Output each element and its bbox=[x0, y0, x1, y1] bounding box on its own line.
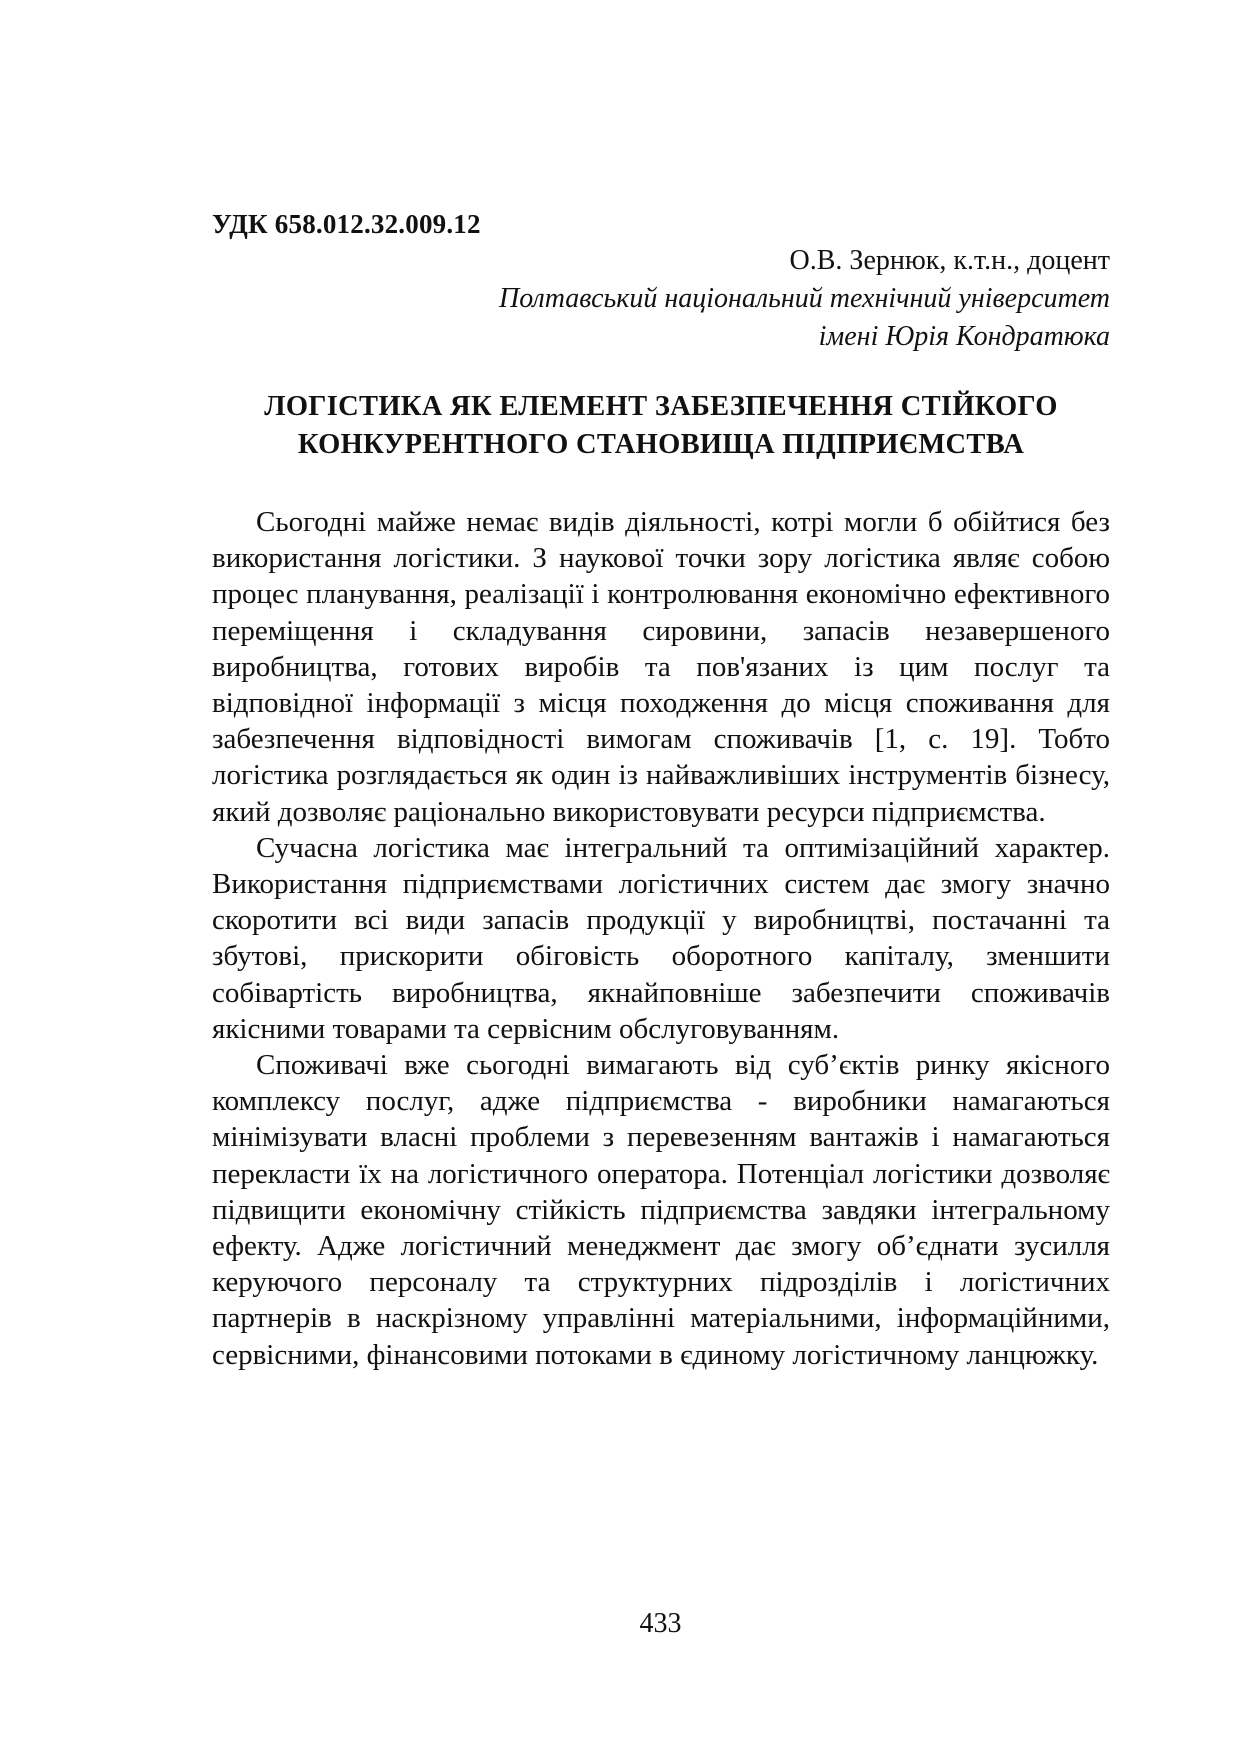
page-number: 433 bbox=[639, 1608, 682, 1639]
udc-code: УДК 658.012.32.009.12 bbox=[212, 209, 481, 239]
author-name: О.В. Зернюк, к.т.н., доцент bbox=[789, 245, 1110, 276]
affiliation-line-2: імені Юрія Кондратюка bbox=[818, 321, 1110, 352]
title-line-2: КОНКУРЕНТНОГО СТАНОВИЩА ПІДПРИЄМСТВА bbox=[297, 429, 1025, 460]
paragraph: Сьогодні майже немає видів діяльності, котрі могли б обійтися без використання логістики. З наукової точки зору логістика являє собою процес планування, реалізації і контролювання економічно ефективного переміщення і складування сировини, запасів незавершеного виробництва, готових виробів та пов'язаних із цим послуг та відповідної інформації з місця походження до місця споживання для забезпечення відповідності вимогам споживачів [1, с. 19]. Тобто логістика розглядається як один із найважливіших інструментів бізнесу, який дозволяє раціонально використовувати ресурси підприємства. bbox=[212, 506, 1110, 828]
affiliation-line-1: Полтавський національний технічний університет bbox=[499, 283, 1110, 314]
paragraph: Споживачі вже сьогодні вимагають від суб’єктів ринку якісного комплексу послуг, адже підприємства - виробники намагаються мінімізувати власні проблеми з перевезенням вантажів і намагаються перекласти їх на логістичного оператора. Потенціал логістики дозволяє підвищити економічну стійкість підприємства завдяки інтегральному ефекту. Адже логістичний менеджмент дає змогу об’єднати зусилля керуючого персоналу та структурних підрозділів і логістичних партнерів в наскрізному управлінні матеріальними, інформаційними, сервісними, фінансовими потоками в єдиному логістичному ланцюжку. bbox=[212, 1049, 1110, 1371]
title-line-1: ЛОГІСТИКА ЯК ЕЛЕМЕНТ ЗАБЕЗПЕЧЕННЯ СТІЙКОГО bbox=[264, 391, 1058, 422]
article-title bbox=[212, 388, 1110, 464]
paragraph: Сучасна логістика має інтегральний та оптимізаційний характер. Використання підприємствами логістичних систем дає змогу значно скоротити всі види запасів продукції у виробництві, постачанні та збутові, прискорити обіговість оборотного капіталу, зменшити собівартість виробництва, якнайповніше забезпечити споживачів якісними товарами та сервісним обслуговуванням. bbox=[212, 831, 1110, 1045]
article-body bbox=[212, 504, 1110, 1373]
author-block bbox=[212, 242, 1110, 356]
